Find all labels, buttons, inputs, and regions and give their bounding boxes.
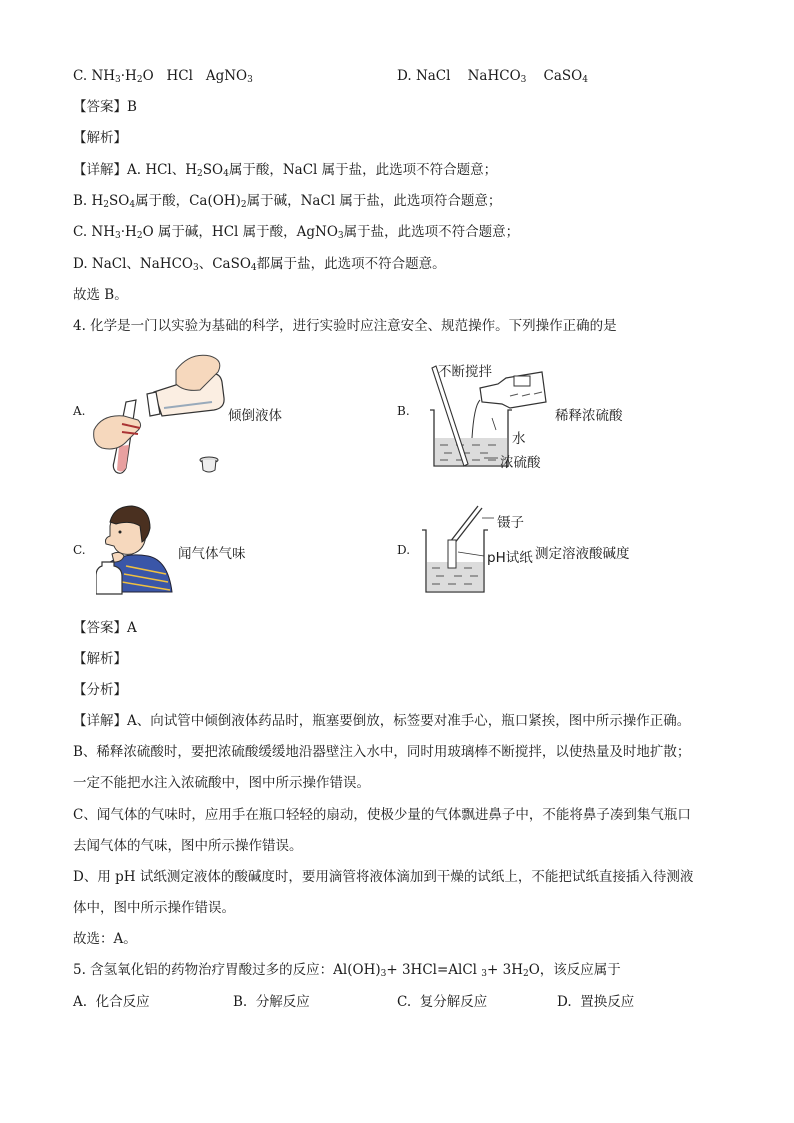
q4-conclusion: 故选：A。 <box>73 931 137 947</box>
q3-option-d: D. NaCl NaHCO$_3$ CaSO$_4$ <box>397 68 588 85</box>
q4-option-a-caption: 倾倒液体 <box>228 408 282 424</box>
q5-stem: 5. 含氢氧化铝的药物治疗胃酸过多的反应：$Al(OH)_3+$ 3HCl=AlCl $_3+ 3H_2O$，该反应属于 <box>73 962 621 979</box>
label-stir: 不断搅拌 <box>438 364 492 380</box>
q3-conclusion: 故选 B。 <box>73 287 128 303</box>
q4-stem: 4. 化学是一门以实验为基础的科学，进行实验时应注意安全、规范操作。下列操作正确的是 <box>73 318 617 334</box>
q4-option-d-letter: D. <box>397 543 411 557</box>
q3-detail-a: 【详解】A. HCl、$H_2SO_4$属于酸，NaCl 属于盐，此选项不符合题意； <box>73 162 498 179</box>
ph-paper <box>448 540 456 568</box>
q3-analysis-heading: 【解析】 <box>73 130 127 146</box>
q5-option-c: C. 复分解反应 <box>397 994 488 1010</box>
label-water: 水 <box>512 431 526 447</box>
q5-option-a: A. 化合反应 <box>73 994 150 1010</box>
q3-answer: 【答案】B <box>73 99 137 115</box>
q4-detail-line: C、闻气体的气味时，应用手在瓶口轻轻的扇动，使极少量的气体飘进鼻子中，不能将鼻子凑到集气瓶口 <box>73 807 691 823</box>
q4-option-a-letter: A. <box>73 404 86 418</box>
q3-detail-d: D. NaCl、NaHCO$_3$、CaSO$_4$都属于盐，此选项不符合题意。 <box>73 256 446 273</box>
label-ph-paper: pH试纸 <box>487 550 533 566</box>
q4-detail-line: 体中，图中所示操作错误。 <box>73 900 235 916</box>
q4-detail-line: 去闻气体的气味，图中所示操作错误。 <box>73 838 303 854</box>
q4-detail-line: 一定不能把水注入浓硫酸中，图中所示操作错误。 <box>73 775 370 791</box>
q4-option-b-letter: B. <box>397 404 410 418</box>
q4-option-c-caption: 闻气体气味 <box>178 546 246 562</box>
label-tweezers: 镊子 <box>497 515 524 531</box>
q5-option-b: B. 分解反应 <box>233 994 310 1010</box>
q4-detail-line: B、稀释浓硫酸时，要把浓硫酸缓缓地沿器壁注入水中，同时用玻璃棒不断搅拌，以使热量及时地扩散； <box>73 744 691 760</box>
tweezers <box>450 506 482 544</box>
q5-option-d: D. 置换反应 <box>557 994 635 1010</box>
bottle-stopper <box>200 457 218 472</box>
q3-detail-b: B. $H_2SO_4$属于酸，$Ca(OH)_2$属于碱，NaCl 属于盐，此选项符合题意； <box>73 193 502 210</box>
q4-detail-line: D、用 pH 试纸测定液体的酸碱度时，要用滴管将液体滴加到干燥的试纸上，不能把试纸直接插入待测液 <box>73 869 694 885</box>
pouring-liquid-figure <box>92 350 232 480</box>
q4-analysis2-heading: 【分析】 <box>73 682 127 698</box>
q4-option-b-caption: 稀释浓硫酸 <box>555 408 623 424</box>
q4-answer: 【答案】A <box>73 620 137 636</box>
q4-option-c-letter: C. <box>73 543 86 557</box>
q4-option-d-caption: 测定溶液酸碱度 <box>535 546 630 562</box>
hand-left <box>94 416 141 449</box>
label-concentrated-acid: 浓硫酸 <box>500 455 541 471</box>
q4-analysis-heading: 【解析】 <box>73 651 127 667</box>
q3-detail-c: C. $NH_3\cdot H_2O$ 属于碱，HCl 属于酸，AgNO$_3$属于盐，此选项不符合题意； <box>73 224 520 241</box>
q4-detail-line: 【详解】A、向试管中倾倒液体药品时，瓶塞要倒放，标签要对准手心，瓶口紧挨，图中所示操作正确。 <box>73 713 691 729</box>
smelling-gas-figure <box>96 504 176 596</box>
q3-option-c: C. $NH_3\cdot H_2O$ HCl AgNO$_3$ <box>73 68 253 85</box>
